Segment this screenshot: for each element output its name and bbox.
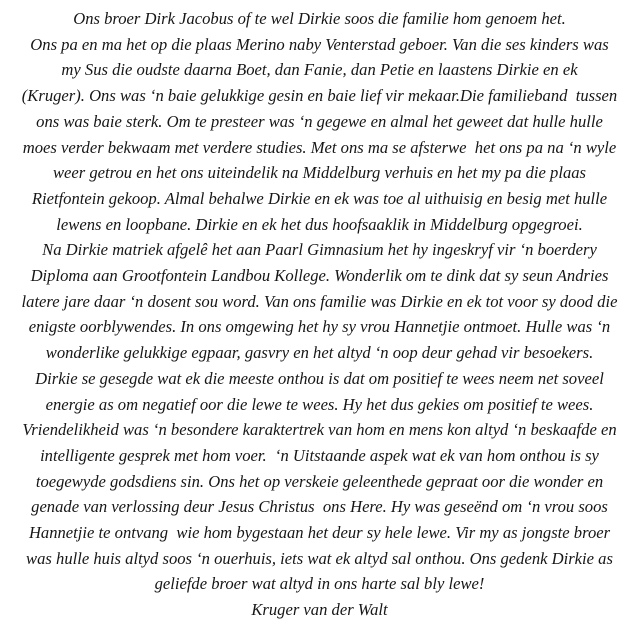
text-line-2: Ons pa en ma het op die plaas Merino naby Venterstad geboer. Van die ses kinders was — [30, 34, 609, 54]
text-line-13: enigste oorblywendes. In ons omgewing het hy sy vrou Hannetjie ontmoet. Hulle was ‘n — [28, 317, 611, 337]
memorial-text — [0, 6, 639, 623]
text-line-3: my Sus die oudste daarna Boet, dan Fanie, dan Petie en laastens Dirkie en ek — [61, 60, 578, 80]
text-line-19: toegewyde godsdiens sin. Ons het op verskeie geleenthede gepraat oor die wonder en — [35, 471, 604, 491]
text-line-21: Hannetjie te ontvang wie hom bygestaan het deur sy hele lewe. Vir my as jongste broer — [28, 523, 611, 543]
text-line-22: was hulle huis altyd soos ‘n ouerhuis, iets wat ek altyd sal onthou. Ons gedenk Dirkie as — [26, 548, 613, 568]
text-line-5: ons was baie sterk. Om te presteer was ‘n gegewe en almal het geweet dat hulle hulle — [36, 111, 603, 131]
text-line-11: Diploma aan Grootfontein Landbou Kollege. Wonderlik om te dink dat sy seun Andries — [30, 266, 609, 286]
text-line-16: energie as om negatief oor die lewe te wees. Hy het dus gekies om positief te wees. — [45, 394, 594, 414]
text-line-8: Rietfontein gekoop. Almal behalwe Dirkie en ek was toe al uithuisig en besig met hulle — [31, 188, 608, 208]
text-line-4: (Kruger). Ons was ‘n baie gelukkige gesin en baie lief vir mekaar.Die familieband tussen — [21, 86, 618, 106]
text-line-9: lewens en loopbane. Dirkie en ek het dus hoofsaaklik in Middelburg opgegroei. — [56, 214, 583, 234]
text-line-6: moes verder bekwaam met verdere studies. Met ons ma se afsterwe het ons pa na ‘n wyle — [22, 137, 617, 157]
text-line-18: intelligente gesprek met hom voer. ‘n Uitstaande aspek wat ek van hom onthou is sy — [40, 445, 599, 465]
text-line-10: Na Dirkie matriek afgelê het aan Paarl Gimnasium het hy ingeskryf vir ‘n boerdery — [42, 240, 597, 260]
text-line-17: Vriendelikheid was ‘n besondere karaktertrek van hom en mens kon altyd ‘n beskaafde en — [22, 420, 617, 440]
text-line-7: weer getrou en het ons uiteindelik na Middelburg verhuis en het my pa die plaas — [52, 163, 587, 183]
text-line-23: geliefde broer wat altyd in ons harte sal bly lewe! — [154, 574, 485, 594]
text-line-1: Ons broer Dirk Jacobus of te wel Dirkie soos die familie hom genoem het. — [73, 9, 566, 28]
text-line-12: latere jare daar ‘n dosent sou word. Van ons familie was Dirkie en ek tot voor sy dood die — [21, 291, 618, 311]
text-line-15: Dirkie se gesegde wat ek die meeste onthou is dat om positief te wees neem net soveel — [35, 368, 604, 388]
text-line-20: genade van verlossing deur Jesus Christus ons Here. Hy was geseënd om ‘n vrou soos — [31, 497, 608, 517]
signature-line: Kruger van der Walt — [251, 600, 388, 620]
text-line-14: wonderlike gelukkige egpaar, gasvry en het altyd ‘n oop deur gehad vir besoekers. — [45, 343, 594, 363]
